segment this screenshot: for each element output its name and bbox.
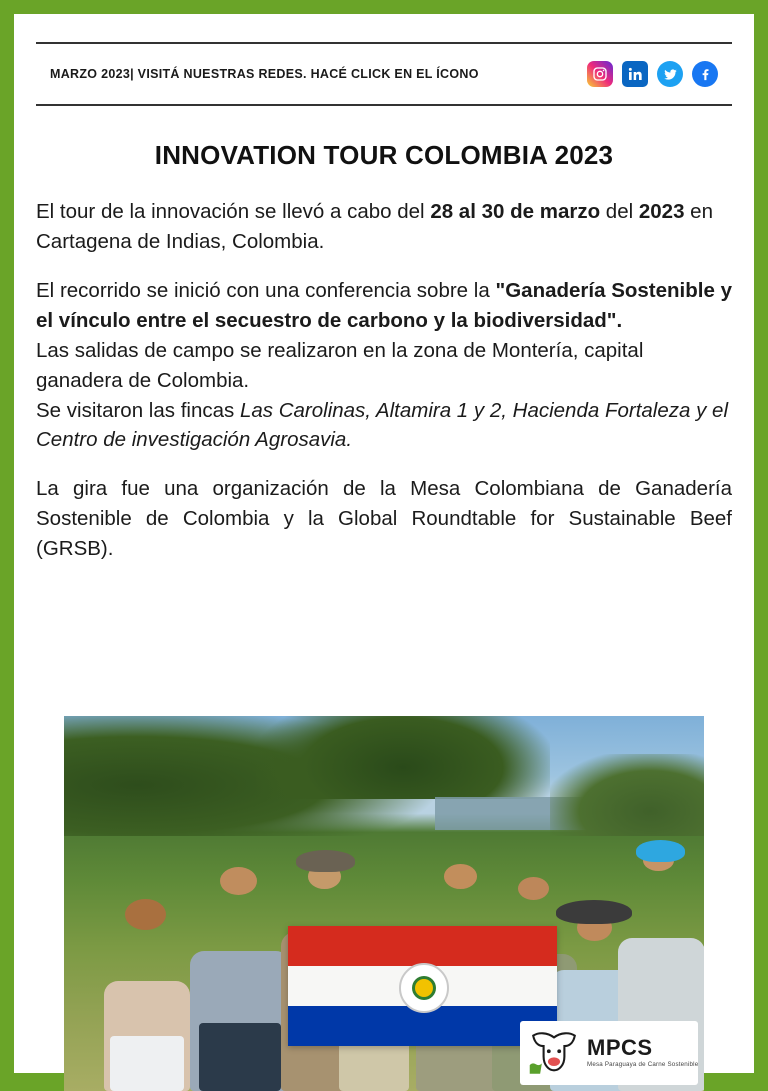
p4-farm-names: Las Carolinas, Altamira 1 y 2, Hacienda Fortaleza y el Centro de investigación Agrosavia.: [36, 398, 728, 452]
paragraph-2: [36, 276, 732, 336]
logo-subtitle: Mesa Paraguaya de Carne Sostenible: [587, 1061, 699, 1069]
logo-title: MPCS: [587, 1035, 653, 1061]
header-meta-text: MARZO 2023| VISITÁ NUESTRAS REDES. HACÉ CLICK EN EL ÍCONO: [50, 67, 479, 81]
mpcs-logo: [520, 1021, 698, 1085]
paragraph-3: Las salidas de campo se realizaron en la zona de Montería, capital ganadera de Colombia.: [36, 338, 644, 392]
hat: [296, 850, 355, 872]
article-photo: [64, 716, 704, 1091]
newsletter-page: [14, 14, 754, 1073]
p1-part-c: del: [600, 200, 639, 223]
paragraph-5: La gira fue una organización de la Mesa Colombiana de Ganadería Sostenible de Colombia y la Global Roundtable for Sustainable Beef (GRSB).: [36, 477, 732, 561]
p1-part-e: en Cartagena de Indias, Colombia.: [36, 200, 713, 253]
article-body: [36, 197, 732, 564]
tree-canopy-2: [256, 716, 550, 799]
linkedin-icon[interactable]: [622, 61, 648, 87]
page-content: [36, 42, 733, 1069]
paragraph-4: [36, 396, 732, 456]
cow-head-icon: [528, 1030, 580, 1076]
social-links: [587, 61, 718, 87]
person: [96, 895, 198, 1091]
header: [36, 42, 732, 106]
twitter-icon[interactable]: [657, 61, 683, 87]
instagram-icon[interactable]: [587, 61, 613, 87]
p1-part-a: El tour de la innovación se llevó a cabo del: [36, 200, 431, 223]
p1-year: 2023: [638, 200, 685, 223]
cap: [636, 840, 686, 862]
p1-dates: 28 al 30 de marzo: [430, 200, 601, 223]
shrub: [550, 754, 704, 837]
p4-part-a: Se visitaron las fincas: [36, 398, 240, 422]
paraguay-flag: [288, 926, 557, 1046]
page-title: INNOVATION TOUR COLOMBIA 2023: [154, 140, 614, 170]
p2-conference-title: "Ganadería Sostenible y el vínculo entre el secuestro de carbono y la biodiversidad".: [36, 278, 733, 332]
paragraph-1: [36, 197, 732, 257]
facebook-icon[interactable]: [692, 61, 718, 87]
p2-part-a: El recorrido se inició con una conferencia sobre la: [36, 278, 496, 302]
